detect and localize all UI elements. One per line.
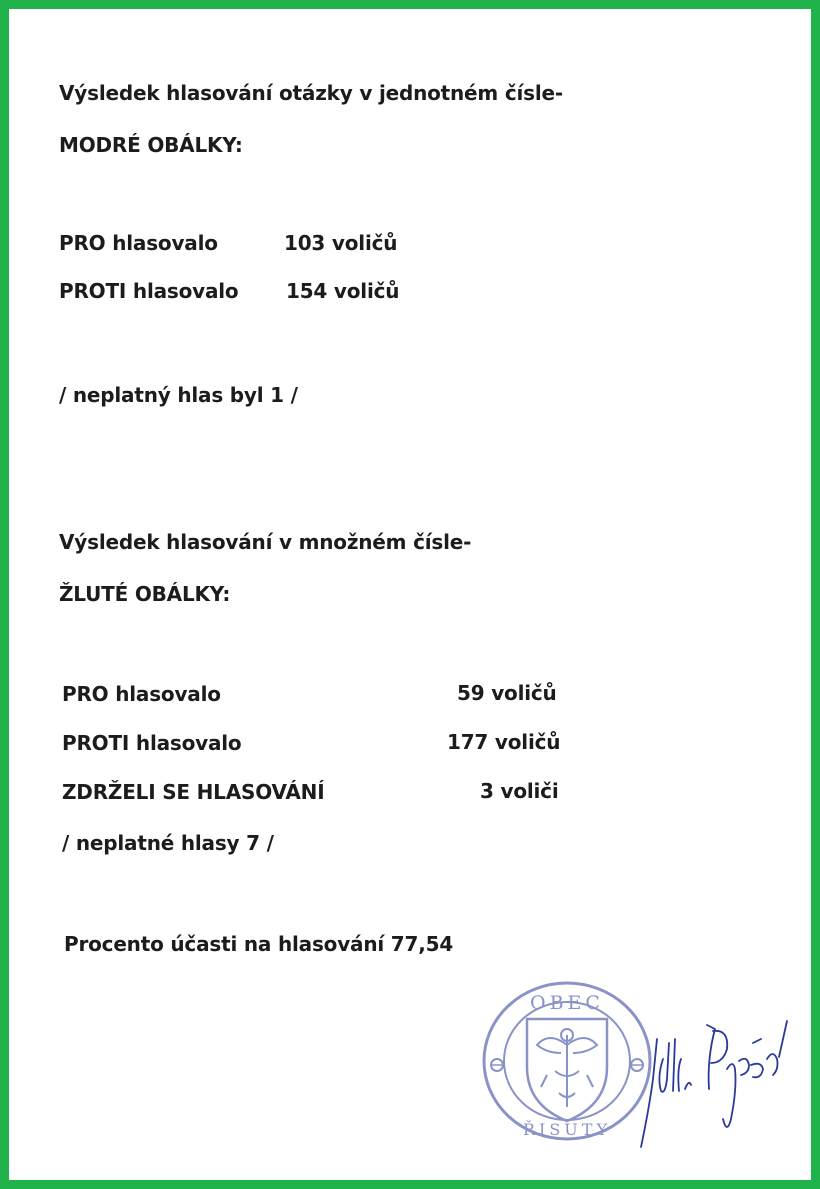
section1-proti-value: 154 voličů — [286, 279, 400, 303]
stamp-bottom-text: ŘISUTY — [522, 1120, 612, 1139]
section2-proti-label: PROTI hlasovalo — [62, 731, 242, 755]
section1-proti-label: PROTI hlasovalo — [59, 279, 239, 303]
section2-invalid-note: / neplatné hlasy 7 / — [62, 831, 274, 855]
section2-envelope: ŽLUTÉ OBÁLKY: — [59, 582, 231, 606]
section1-heading: Výsledek hlasování otázky v jednotném čísle- — [59, 81, 563, 105]
stamp-top-text: OBEC — [530, 992, 604, 1014]
section1-invalid-note: / neplatný hlas byl 1 / — [59, 383, 298, 407]
turnout-text: Procento účasti na hlasování 77,54 — [64, 932, 454, 956]
section2-proti-value: 177 voličů — [447, 730, 561, 754]
stamp-seal-icon — [477, 975, 657, 1145]
section2-pro-value: 59 voličů — [457, 681, 557, 705]
handwritten-signature — [637, 999, 807, 1149]
section1-pro-value: 103 voličů — [284, 231, 398, 255]
section2-heading: Výsledek hlasování v množném čísle- — [59, 530, 472, 554]
signature-icon — [637, 999, 807, 1149]
municipal-stamp — [477, 975, 657, 1145]
section2-abstain-value: 3 voliči — [480, 779, 559, 803]
section2-abstain-label: ZDRŽELI SE HLASOVÁNÍ — [62, 780, 325, 804]
section1-pro-label: PRO hlasovalo — [59, 231, 218, 255]
section1-envelope: MODRÉ OBÁLKY: — [59, 133, 243, 157]
section2-pro-label: PRO hlasovalo — [62, 682, 221, 706]
